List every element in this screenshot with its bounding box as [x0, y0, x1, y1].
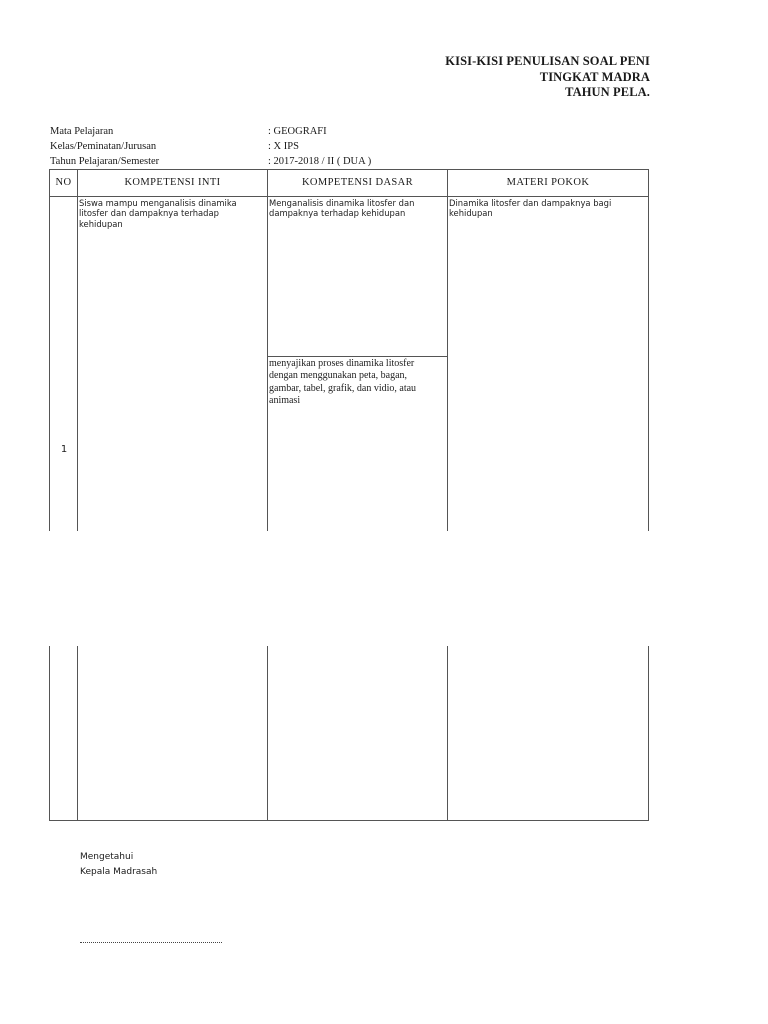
document-title-line-2: TINGKAT MADRA [539, 70, 650, 84]
col-border-left-upper [49, 169, 50, 531]
row-number: 1 [60, 444, 68, 455]
col-border-ki-lower [267, 646, 268, 821]
col-border-no-upper [77, 169, 78, 531]
header-materi-pokok: MATERI POKOK [506, 177, 590, 188]
document-title-line-1: KISI-KISI PENULISAN SOAL PENI [445, 54, 650, 68]
col-border-no-lower [77, 646, 78, 821]
table-bottom-border [49, 820, 649, 821]
year-value: : 2017-2018 / II ( DUA ) [268, 156, 372, 167]
col-border-right-lower [648, 646, 649, 821]
header-bottom-border [49, 196, 649, 197]
known-label: Mengetahui [80, 852, 134, 862]
header-kompetensi-inti: KOMPETENSI INTI [124, 177, 221, 188]
cell-kompetensi-dasar-1: Menganalisis dinamika litosfer dan dampaknya terhadap kehidupan [269, 198, 415, 219]
head-label: Kepala Madrasah [80, 867, 158, 877]
subject-label: Mata Pelajaran [50, 126, 114, 137]
cell-materi-pokok: Dinamika litosfer dan dampaknya bagi kehidupan [449, 198, 612, 219]
year-label: Tahun Pelajaran/Semester [50, 156, 160, 167]
class-label: Kelas/Peminatan/Jurusan [50, 141, 157, 152]
cell-kompetensi-inti: Siswa mampu menganalisis dinamika litosfer dan dampaknya terhadap kehidupan [79, 198, 237, 229]
kd-row-divider [267, 356, 447, 357]
subject-value: : GEOGRAFI [268, 126, 327, 137]
col-border-left-lower [49, 646, 50, 821]
class-value: : X IPS [268, 141, 299, 152]
col-border-kd-upper [447, 169, 448, 531]
header-no: NO [55, 177, 72, 188]
col-border-right-upper [648, 169, 649, 531]
signature-line [80, 942, 222, 943]
document-title-line-3: TAHUN PELA. [565, 85, 650, 99]
col-border-kd-lower [447, 646, 448, 821]
col-border-ki-upper [267, 169, 268, 531]
header-kompetensi-dasar: KOMPETENSI DASAR [301, 177, 414, 188]
cell-kompetensi-dasar-2: menyajikan proses dinamika litosfer dengan menggunakan peta, bagan, gambar, tabel, grafik, dan vidio, atau animasi [269, 358, 417, 407]
